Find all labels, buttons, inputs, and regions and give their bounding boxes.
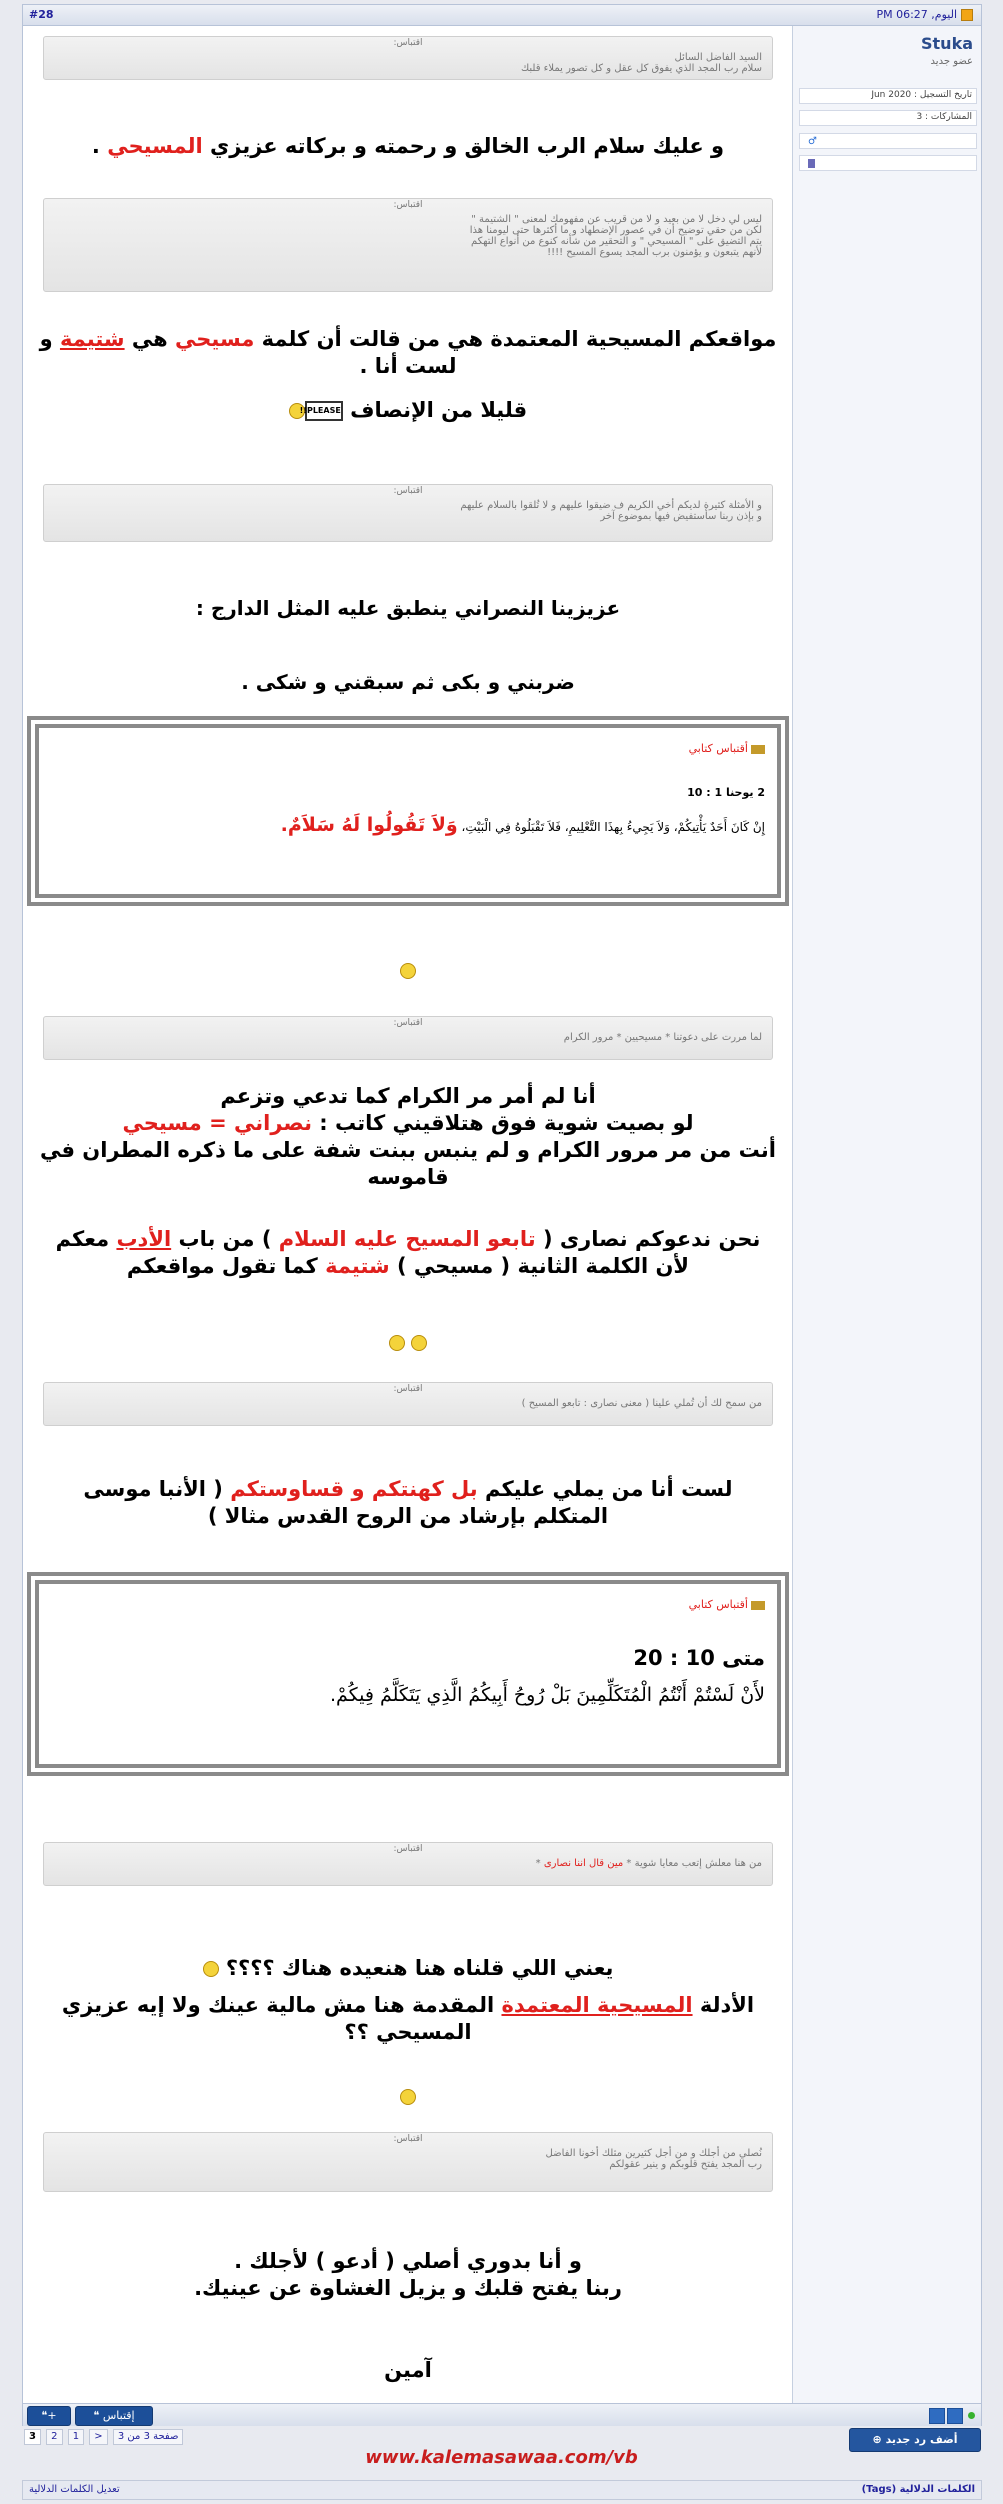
user-title: عضو جديد [930,56,973,67]
edit-tags-link[interactable]: تعديل الكلمات الدلالية [29,2484,120,2495]
pagination [22,2429,183,2445]
bible-quote-label: أقتباس كتابي [689,742,765,755]
bible-reference: متى 10 : 20 [633,1646,765,1670]
online-status-icon [968,2412,975,2419]
paragraph: مواقعكم المسيحية المعتمدة هي من قالت أن كلمة مسيحي هي شتيمة و لست أنا . [39,327,777,378]
report-icon[interactable] [929,2408,945,2424]
quote-text: ليس لي دخل لا من بعيد و لا من قريب عن مفهومك لمعنى " الشتيمة " لكن من حقي توضيح أن في عصور الإضطهاد و ما أكثرها حتى ليومنا هذا يتم التضيق على " المسيحي " و التحقير من شأنه كنوع من أنواع التهكم لأنهم يتبعون و يؤمنون برب المجد يسوع المسيح !!!! [469,214,762,258]
paragraph: الأدلة المسيحية المعتمدة المقدمة هنا مش مالية عينك ولا إيه عزيزي المسيحي ؟؟ [61,1993,755,2044]
pager-label: صفحة 3 من 3 [113,2429,184,2445]
quote-label: اقتباس: [393,486,423,496]
bible-quote-block [27,716,789,906]
post-number-link[interactable]: #28 [29,8,54,21]
post-body [23,26,793,2403]
paragraph: قليلا من الإنصاف PLEASE!! [23,398,793,422]
paragraph: آمين [384,2358,432,2382]
soccer-smiley-icon [203,1961,219,1977]
quote-label: اقتباس: [393,1018,423,1028]
smiley-icon [411,1335,427,1351]
join-date: تاريخ التسجيل : Jun 2020 [799,88,977,104]
paragraph: و عليك سلام الرب الخالق و رحمته و بركاته عزيزي المسيحي . [91,134,725,158]
multi-quote-button[interactable]: ❝+ [27,2406,71,2426]
male-icon: ♂ [808,136,817,147]
site-url: www.kalemasawaa.com/vb [365,2447,638,2468]
tags-label: الكلمات الدلالية (Tags) [861,2484,975,2495]
quote-block [43,2132,773,2192]
pager-page-2[interactable]: 2 [46,2429,62,2445]
quote-block [43,1842,773,1886]
post-footer-bar [23,2403,981,2426]
add-reply-button[interactable]: أضف رد جديد ⊕ [849,2428,981,2452]
quote-block [43,36,773,80]
smiley-line [23,960,793,979]
bible-text: إِنْ كَانَ أَحَدٌ يَأْتِيكُمْ، وَلاَ يَجِيءُ بِهذَا التَّعْلِيمِ، فَلاَ تَقْبَلُوهُ فِي الْبَيْتِ، وَلاَ تَقُولُوا لَهُ سَلاَمٌ. [280,814,765,836]
bible-reference: 2 يوحنا 1 : 10 [687,786,765,799]
pager-prev[interactable]: < [89,2429,107,2445]
please-smiley-icon: PLEASE!! [305,401,343,421]
user-sidebar [792,26,981,2403]
quote-block [43,484,773,542]
thinking-smiley-icon [400,2089,416,2105]
paragraph: أنا لم أمر مر الكرام كما تدعي وتزعم لو بصيت شوية فوق هتلاقيني كاتب : نصراني = مسيحي أنت من مر مرور الكرام و لم ينبس ببنت شفة على ما ذكره المطران في قاموسه [40,1084,776,1189]
status-row [799,155,977,171]
quote-text: من هنا معلش إتعب معايا شوية * مين قال اننا نصارى * [535,1858,762,1869]
smiley-line [23,1332,793,1351]
status-icon [808,159,815,168]
rate-icon[interactable] [947,2408,963,2424]
paragraph: و أنا بدوري أصلي ( أدعو ) لأجلك . ربنا يفتح قلبك و يزيل الغشاوة عن عينيك. [194,2249,622,2300]
paragraph: لست أنا من يملي عليكم بل كهنتكم و قساوستكم ( الأنبا موسى المتكلم بإرشاد من الروح القدس مثالا ) [83,1477,733,1528]
book-icon [751,1601,765,1610]
paragraph: ضربني و بكى ثم سبقني و شكى . [241,670,575,694]
post-frame [22,4,982,2426]
quote-text: و الأمثلة كثيرة لديكم أخي الكريم ف ضيقوا عليهم و لا تُلقوا بالسلام عليهم و بإذن ربنا سأستفيض فيها بموضوع آخر [460,500,762,522]
gender-row [799,133,977,149]
quote-text: من سمح لك أن تُملي علينا ( معنى نصارى : تابعو المسيح ) [521,1398,762,1409]
post-icon [961,9,973,21]
quote-block [43,1016,773,1060]
quote-text: السيد الفاضل السائل سلام رب المجد الذي يفوق كل عقل و كل تصور يملاء قلبك [520,52,762,74]
quote-label: اقتباس: [393,38,423,48]
quote-block [43,198,773,292]
pager-page-1[interactable]: 1 [68,2429,84,2445]
post-header [23,5,981,26]
bible-quote-label: أقتباس كتابي [689,1598,765,1611]
post-date [876,8,973,21]
pager-page-3: 3 [24,2429,41,2445]
paragraph: نحن ندعوكم نصارى ( تابعو المسيح عليه السلام ) من باب الأدب معكم لأن الكلمة الثانية ( مسيحي ) شتيمة كما تقول مواقعكم [55,1227,761,1278]
tags-bar [22,2480,982,2500]
quote-text: لما مررت على دعوتنا * مسيحيين * مرور الكرام [563,1032,762,1043]
bible-text: لأَنْ لَسْتُمْ أَنْتُمُ الْمُتَكَلِّمِينَ بَلْ رُوحُ أَبِيكُمُ الَّذِي يَتَكَلَّمُ فِيكُمْ. [329,1684,765,1706]
quote-label: اقتباس: [393,1844,423,1854]
book-icon [751,745,765,754]
paragraph: يعني اللي قلناه هنا هنعيده هناك ؟؟؟؟ [23,1956,793,1980]
quote-text: نُصلي من أجلك و من أجل كثيرين مثلك أخونا الفاضل رب المجد يفتح قلوبكم و ينير عقولكم [545,2148,762,2170]
smiley-icon [400,963,416,979]
quote-label: اقتباس: [393,1384,423,1394]
post-date-text: اليوم, 06:27 PM [876,8,957,21]
bible-quote-block [27,1572,789,1776]
quote-button[interactable]: إقتباس ❝ [75,2406,153,2426]
username-link[interactable]: Stuka [921,34,973,53]
quote-label: اقتباس: [393,2134,423,2144]
post-count: المشاركات : 3 [799,110,977,126]
quote-label: اقتباس: [393,200,423,210]
paragraph: عزيزينا النصراني ينطبق عليه المثل الدارج : [195,596,621,620]
wink-smiley-icon [389,1335,405,1351]
quote-block [43,1382,773,1426]
smiley-line [23,2086,793,2105]
